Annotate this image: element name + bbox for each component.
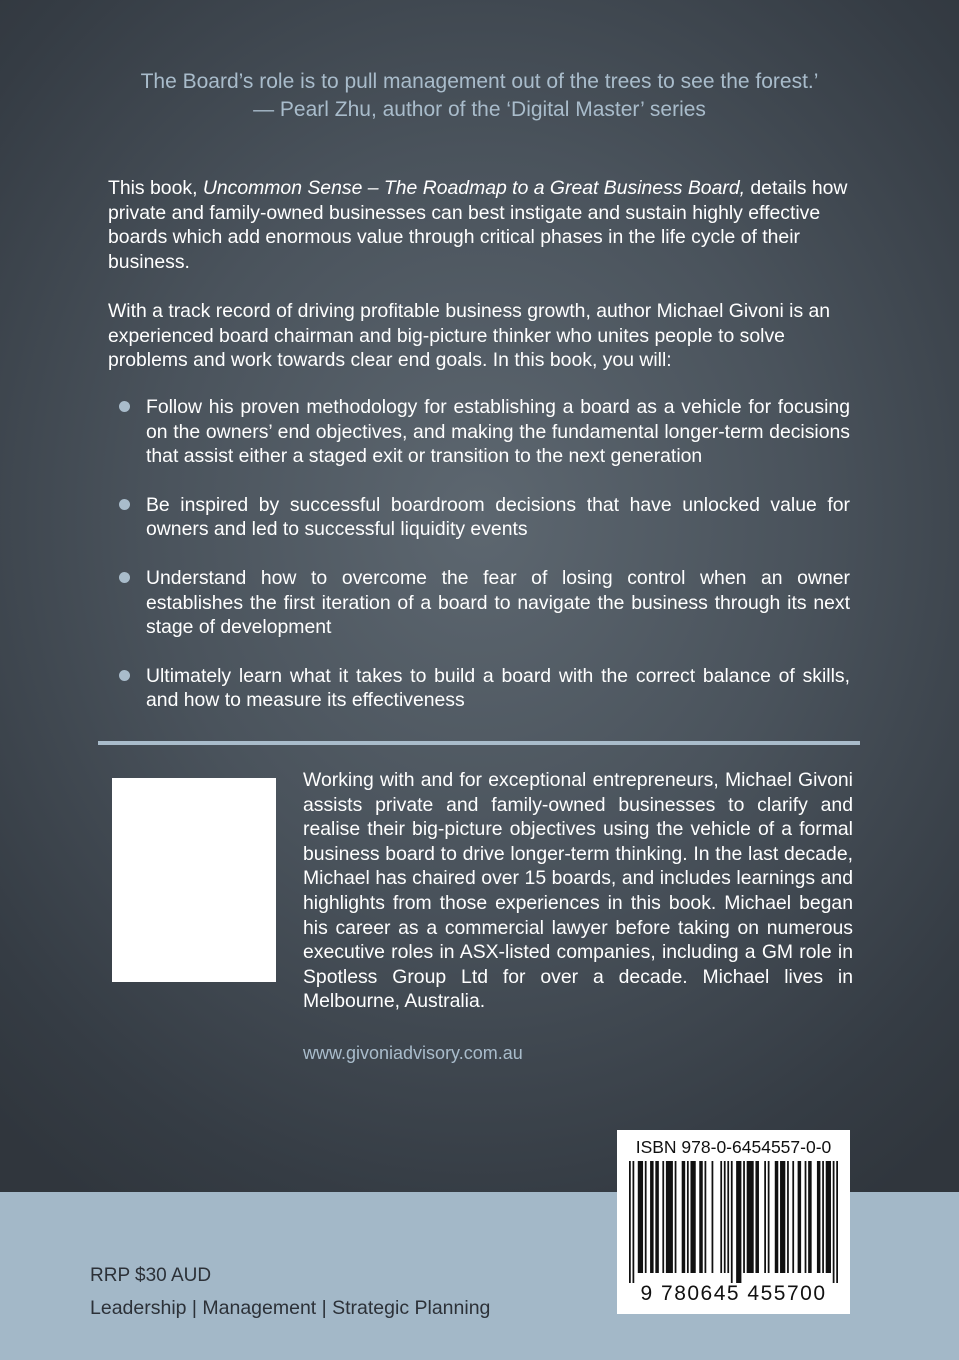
barcode-bar [833, 1161, 835, 1283]
barcode-bar [805, 1161, 807, 1273]
intro-rest: details how private and family-owned businesses can best instigate and sustain highly effective boards which add enormous value through critical phases in the life cycle of their business. [108, 177, 848, 273]
barcode-bar [666, 1161, 673, 1273]
author-bio: Working with and for exceptional entrepreneurs, Michael Givoni assists private and family-owned businesses to clarify and realise their big-picture objectives using the vehicle of a formal business board to drive longer-term thinking. In the last decade, Michael has chaired over 15 boards, and includes learnings and highlights from those experiences in this book. Michael began his career as a commercial lawyer before taking on numerous executive roles in ASX-listed companies, including a GM role in Spotless Group Ltd for over a decade. Michael lives in Melbourne, Australia. [303, 769, 853, 1013]
barcode-bar [747, 1161, 754, 1273]
barcode-bar [655, 1161, 659, 1273]
barcode-bar [787, 1161, 789, 1273]
list-item-text: Ultimately learn what it takes to build a board with the correct balance of skills, and how to measure its effectiveness [146, 664, 850, 712]
barcode-bar [764, 1161, 766, 1273]
isbn-label: ISBN 978-0-6454557-0-0 [635, 1137, 832, 1157]
barcode-bar [650, 1161, 654, 1273]
bullet-dot-icon [119, 572, 130, 583]
website-url: www.givoniadvisory.com.au [303, 1043, 523, 1063]
barcode-bar [645, 1161, 647, 1273]
list-item-text: Understand how to overcome the fear of losing control when an owner establishes the first iteration of a board to navigate the business through its next stage of development [146, 566, 850, 639]
barcode-bar [817, 1161, 821, 1273]
list-item [118, 395, 850, 469]
category-label: Leadership | Management | Strategic Planning [90, 1297, 491, 1319]
barcode-bar [775, 1161, 779, 1273]
barcode-box [617, 1130, 850, 1314]
bullet-dot-icon [119, 401, 130, 412]
author-intro-paragraph: With a track record of driving profitable business growth, author Michael Givoni is an experienced board chairman and big-picture thinker who unites people to solve problems and work towards clear end goals. In this book, you will: [108, 300, 831, 372]
price-label: RRP $30 AUD [90, 1265, 212, 1286]
barcode-bar [743, 1161, 745, 1273]
barcode-bar [731, 1161, 733, 1283]
barcode-bar [780, 1161, 785, 1273]
barcode-bar [822, 1161, 824, 1273]
barcode-bar [724, 1161, 726, 1273]
list-item-text: Follow his proven methodology for establishing a board as a vehicle for focusing on the owners’ end objectives, and making the fundamental longer-term decisions that assist either a staged exit or transition to the next generation [146, 396, 850, 468]
list-item-text: Be inspired by successful boardroom decisions that have unlocked value for owners and led to successful liquidity events [146, 493, 850, 541]
barcode-bar [727, 1161, 729, 1273]
list-item [118, 566, 850, 640]
barcode-bar [629, 1161, 631, 1283]
barcode-bar [712, 1161, 714, 1273]
barcode-bar [675, 1161, 677, 1273]
barcode-bar [720, 1161, 722, 1273]
barcode-bar [638, 1161, 643, 1273]
epigraph-quote [0, 68, 959, 124]
author-photo-placeholder [112, 778, 276, 982]
barcode-bar [826, 1161, 831, 1273]
barcode-bar [682, 1161, 686, 1273]
barcode-bar [792, 1161, 794, 1273]
barcode-bar [705, 1161, 707, 1273]
barcode-bar [687, 1161, 689, 1273]
barcode-bar [798, 1161, 802, 1273]
intro-paragraph [108, 176, 852, 274]
intro-prefix: This book, [108, 177, 203, 199]
section-divider [98, 741, 860, 745]
list-item [118, 664, 850, 713]
barcode-bar [699, 1161, 703, 1273]
bullet-dot-icon [119, 670, 130, 681]
barcode-bar [808, 1161, 812, 1273]
barcode-bar [736, 1161, 741, 1283]
barcode-bar [690, 1161, 695, 1273]
barcode-bar [768, 1161, 770, 1273]
barcode-bar [836, 1161, 838, 1283]
benefits-list [118, 395, 850, 713]
barcode-digits: 9 780645 455700 [640, 1282, 827, 1305]
barcode-bar [633, 1161, 635, 1283]
list-item [118, 493, 850, 542]
book-title: Uncommon Sense – The Roadmap to a Great Business Board, [202, 177, 745, 199]
quote-text: The Board’s role is to pull management out of the trees to see the forest.’ [140, 70, 819, 93]
barcode-bar [662, 1161, 664, 1273]
quote-attribution: — Pearl Zhu, author of the ‘Digital Master’ series [253, 98, 706, 121]
barcode-icon [629, 1161, 838, 1283]
bullet-dot-icon [119, 499, 130, 510]
barcode-bar [755, 1161, 759, 1273]
